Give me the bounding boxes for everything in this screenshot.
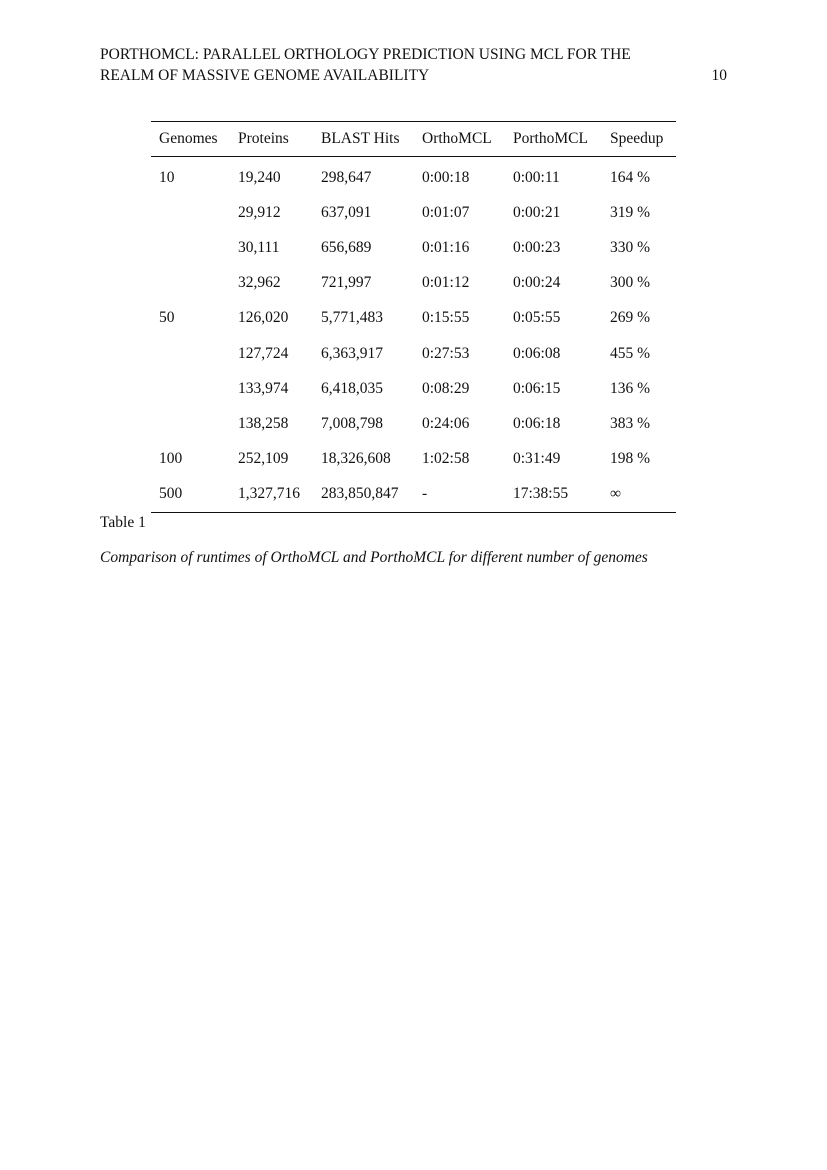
cell-proteins: 126,020 [238, 309, 289, 327]
header-row [151, 122, 676, 157]
cell-orthomcl: 0:00:18 [422, 168, 470, 186]
cell-genomes [151, 371, 230, 406]
table-row [151, 195, 676, 230]
cell-proteins: 252,109 [238, 450, 289, 468]
cell-genomes [151, 266, 230, 301]
cell-porthomcl: 0:31:49 [513, 450, 561, 468]
runtime-comparison-table [151, 121, 676, 513]
cell-genomes: 100 [159, 450, 183, 468]
cell-porthomcl: 0:00:24 [513, 274, 561, 292]
column-header-proteins: Proteins [238, 130, 289, 147]
cell-genomes: 50 [159, 309, 175, 327]
cell-genomes: 10 [159, 168, 175, 186]
table-row [151, 477, 676, 513]
table-row [151, 301, 676, 336]
cell-orthomcl: 0:24:06 [422, 414, 470, 432]
cell-genomes [151, 195, 230, 230]
column-header-porthomcl: PorthoMCL [513, 130, 588, 147]
cell-speedup: ∞ [610, 485, 622, 503]
cell-orthomcl: - [422, 485, 428, 503]
cell-proteins: 19,240 [238, 168, 281, 186]
running-head-line-1: PORTHOMCL: PARALLEL ORTHOLOGY PREDICTION USING MCL FOR THE [100, 46, 631, 63]
table-header [151, 122, 676, 157]
cell-porthomcl: 0:06:18 [513, 414, 561, 432]
cell-proteins: 127,724 [238, 344, 289, 362]
table-body [151, 157, 676, 513]
page-number: 10 [711, 67, 727, 84]
cell-genomes [151, 230, 230, 265]
cell-speedup: 455 % [610, 344, 651, 362]
table-caption: Comparison of runtimes of OrthoMCL and PorthoMCL for different number of genomes [100, 549, 648, 566]
cell-speedup: 383 % [610, 414, 651, 432]
cell-speedup: 198 % [610, 450, 651, 468]
cell-orthomcl: 0:01:12 [422, 274, 470, 292]
cell-proteins: 133,974 [238, 379, 289, 397]
table-label: Table 1 [100, 514, 146, 531]
cell-speedup: 164 % [610, 168, 651, 186]
cell-genomes [151, 406, 230, 441]
cell-porthomcl: 0:00:21 [513, 203, 561, 221]
cell-speedup: 136 % [610, 379, 651, 397]
cell-porthomcl: 0:00:11 [513, 168, 560, 186]
cell-proteins: 30,111 [238, 238, 280, 256]
cell-blast-hits: 6,418,035 [321, 379, 383, 397]
column-header-orthomcl: OrthoMCL [422, 130, 492, 147]
table-row [151, 336, 676, 371]
cell-genomes: 500 [159, 485, 183, 503]
cell-blast-hits: 637,091 [321, 203, 372, 221]
cell-proteins: 138,258 [238, 414, 289, 432]
cell-porthomcl: 0:00:23 [513, 238, 561, 256]
cell-blast-hits: 656,689 [321, 238, 372, 256]
cell-orthomcl: 0:01:07 [422, 203, 470, 221]
cell-blast-hits: 18,326,608 [321, 450, 391, 468]
cell-porthomcl: 0:06:15 [513, 379, 561, 397]
table-row [151, 442, 676, 477]
cell-orthomcl: 1:02:58 [422, 450, 470, 468]
column-header-blast-hits: BLAST Hits [321, 130, 400, 147]
column-header-genomes: Genomes [159, 130, 218, 147]
cell-speedup: 330 % [610, 238, 651, 256]
cell-porthomcl: 17:38:55 [513, 485, 569, 503]
table-row [151, 406, 676, 441]
cell-orthomcl: 0:08:29 [422, 379, 470, 397]
cell-speedup: 319 % [610, 203, 651, 221]
cell-blast-hits: 721,997 [321, 274, 372, 292]
cell-blast-hits: 298,647 [321, 168, 372, 186]
cell-orthomcl: 0:27:53 [422, 344, 470, 362]
cell-porthomcl: 0:06:08 [513, 344, 561, 362]
cell-orthomcl: 0:15:55 [422, 309, 470, 327]
table-row [151, 371, 676, 406]
cell-blast-hits: 5,771,483 [321, 309, 383, 327]
cell-proteins: 1,327,716 [238, 485, 300, 503]
table-row [151, 230, 676, 265]
cell-porthomcl: 0:05:55 [513, 309, 561, 327]
running-head-line-2: REALM OF MASSIVE GENOME AVAILABILITY [100, 67, 430, 84]
table-row [151, 266, 676, 301]
cell-proteins: 29,912 [238, 203, 281, 221]
cell-blast-hits: 6,363,917 [321, 344, 383, 362]
cell-blast-hits: 7,008,798 [321, 414, 383, 432]
running-head [100, 44, 727, 86]
runtime-comparison-table-container [151, 121, 676, 513]
cell-blast-hits: 283,850,847 [321, 485, 399, 503]
cell-genomes [151, 336, 230, 371]
cell-proteins: 32,962 [238, 274, 281, 292]
table-row [151, 157, 676, 196]
cell-speedup: 300 % [610, 274, 651, 292]
column-header-speedup: Speedup [610, 130, 664, 147]
cell-speedup: 269 % [610, 309, 651, 327]
cell-orthomcl: 0:01:16 [422, 238, 470, 256]
